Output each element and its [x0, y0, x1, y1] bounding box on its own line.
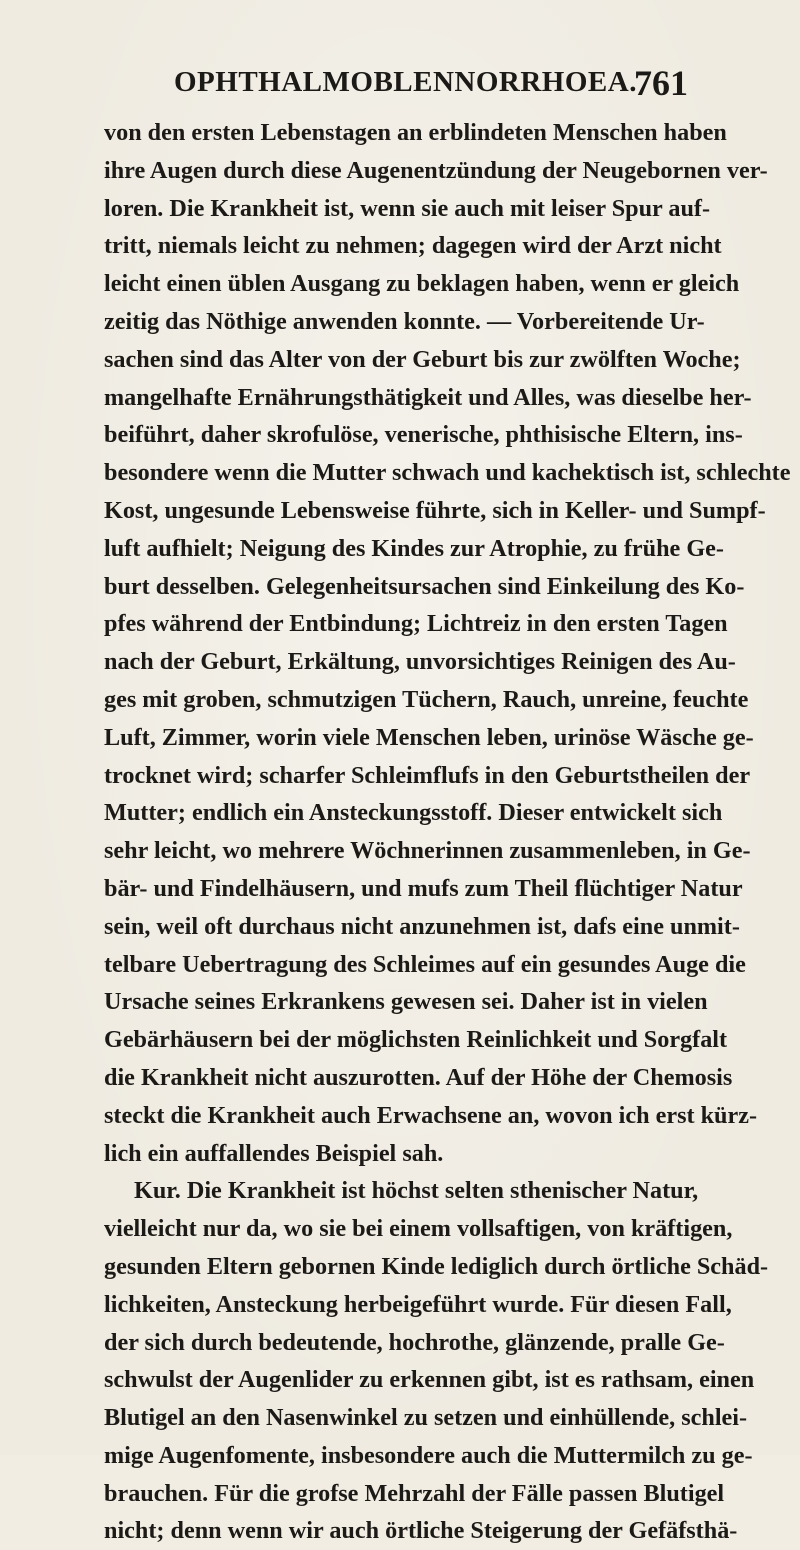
text-line: lichkeiten, Ansteckung herbeigeführt wurde. Für diesen Fall, [104, 1290, 732, 1318]
text-line: Luft, Zimmer, worin viele Menschen leben, urinöse Wäsche ge- [104, 723, 754, 751]
text-line: der sich durch bedeutende, hochrothe, glänzende, pralle Ge- [104, 1328, 725, 1356]
text-line: luft aufhielt; Neigung des Kindes zur Atrophie, zu frühe Ge- [104, 534, 724, 562]
text-line: sachen sind das Alter von der Geburt bis zur zwölften Woche; [104, 345, 741, 373]
text-line: die Krankheit nicht auszurotten. Auf der Höhe der Chemosis [104, 1063, 733, 1091]
text-line: tritt, niemals leicht zu nehmen; dagegen wird der Arzt nicht [104, 232, 722, 260]
text-line: trocknet wird; scharfer Schleimflufs in den Geburtstheilen der [104, 761, 751, 789]
text-line: sein, weil oft durchaus nicht anzunehmen ist, dafs eine unmit- [104, 912, 740, 940]
text-line: besondere wenn die Mutter schwach und kachektisch ist, schlechte [104, 459, 791, 487]
text-line: Kur. Die Krankheit ist höchst selten sthenischer Natur, [134, 1177, 699, 1205]
text-line: Ursache seines Erkrankens gewesen sei. Daher ist in vielen [104, 988, 708, 1016]
body-text [104, 114, 791, 1550]
text-line: telbare Uebertragung des Schleimes auf ein gesundes Auge die [104, 950, 746, 978]
text-line: ges mit groben, schmutzigen Tüchern, Rauch, unreine, feuchte [104, 685, 749, 713]
page-number: 761 [634, 63, 688, 103]
text-line: beiführt, daher skrofulöse, venerische, phthisische Eltern, ins- [104, 421, 743, 449]
text-line: nicht; denn wenn wir auch örtliche Steigerung der Gefäfsthä- [104, 1517, 738, 1545]
text-line: Kost, ungesunde Lebensweise führte, sich in Keller- und Sumpf- [104, 496, 766, 524]
text-line: gesunden Eltern gebornen Kinde lediglich durch örtliche Schäd- [104, 1252, 769, 1280]
text-line: vielleicht nur da, wo sie bei einem vollsaftigen, von kräftigen, [104, 1215, 733, 1243]
text-line: brauchen. Für die grofse Mehrzahl der Fälle passen Blutigel [104, 1479, 725, 1507]
text-line: Blutigel an den Nasenwinkel zu setzen und einhüllende, schlei- [104, 1404, 748, 1432]
text-line: steckt die Krankheit auch Erwachsene an, wovon ich erst kürz- [104, 1101, 758, 1129]
text-line: von den ersten Lebenstagen an erblindeten Menschen haben [104, 119, 727, 146]
text-line: mige Augenfomente, insbesondere auch die Muttermilch zu ge- [104, 1441, 753, 1469]
text-line: bär- und Findelhäusern, und mufs zum Theil flüchtiger Natur [104, 874, 743, 902]
text-line: zeitig das Nöthige anwenden konnte. — Vorbereitende Ur- [104, 307, 705, 335]
text-line: Gebärhäusern bei der möglichsten Reinlichkeit und Sorgfalt [104, 1026, 728, 1054]
text-line: nach der Geburt, Erkältung, unvorsichtiges Reinigen des Au- [104, 648, 736, 676]
text-line: loren. Die Krankheit ist, wenn sie auch mit leiser Spur auf- [104, 194, 711, 222]
text-line: burt desselben. Gelegenheitsursachen sind Einkeilung des Ko- [104, 572, 745, 600]
text-line: lich ein auffallendes Beispiel sah. [104, 1139, 444, 1167]
page-header [98, 63, 688, 106]
running-title: OPHTHALMOBLENNORRHOEA. [174, 66, 637, 98]
text-line: schwulst der Augenlider zu erkennen gibt, ist es rathsam, einen [104, 1366, 755, 1394]
text-line: mangelhafte Ernährungsthätigkeit und Alles, was dieselbe her- [104, 383, 752, 411]
text-line: ihre Augen durch diese Augenentzündung der Neugebornen ver- [104, 156, 768, 184]
text-line: sehr leicht, wo mehrere Wöchnerinnen zusammenleben, in Ge- [104, 837, 751, 865]
text-line: leicht einen üblen Ausgang zu beklagen haben, wenn er gleich [104, 270, 740, 298]
text-line: Mutter; endlich ein Ansteckungsstoff. Dieser entwickelt sich [104, 799, 723, 827]
text-line: pfes während der Entbindung; Lichtreiz in den ersten Tagen [104, 610, 728, 638]
